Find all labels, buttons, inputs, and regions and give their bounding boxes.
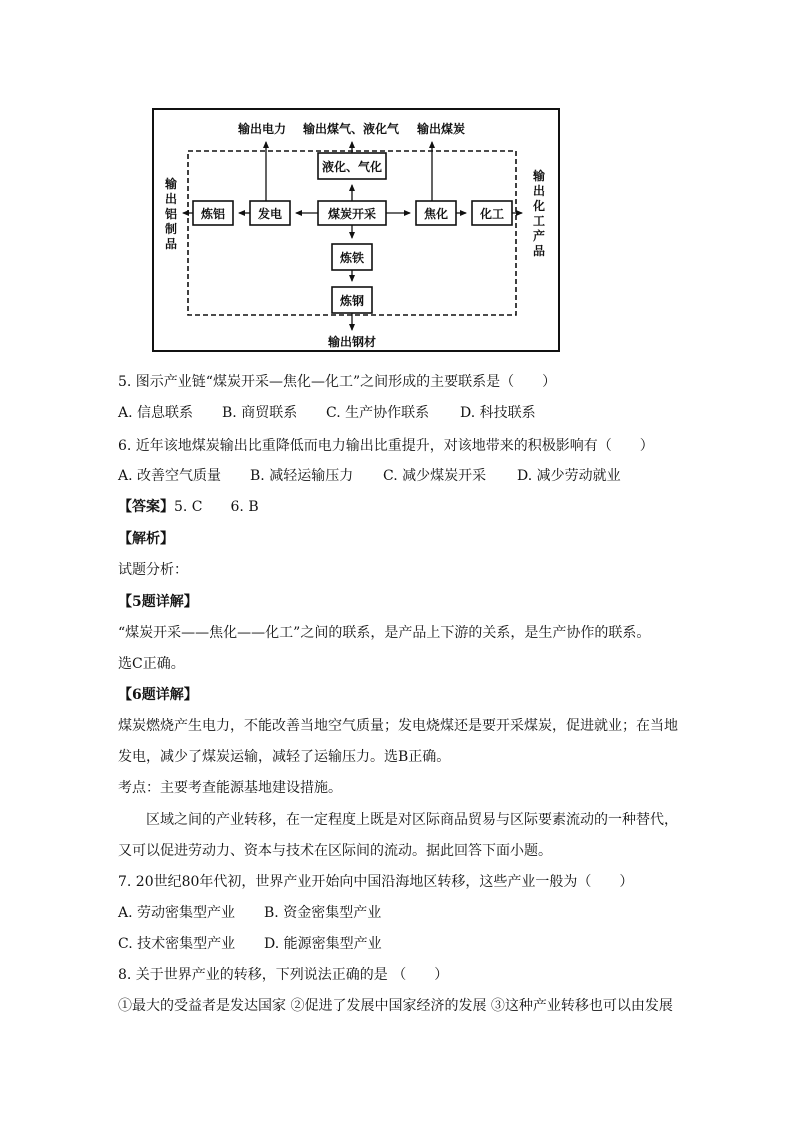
svg-text:输: 输 (532, 169, 546, 183)
label-output-chemicals (532, 168, 545, 258)
box-coking (416, 201, 456, 225)
svg-text:发电: 发电 (257, 207, 283, 221)
q6-option-b: B. 减轻运输压力 (250, 468, 354, 484)
svg-text:炼钢: 炼钢 (339, 294, 365, 308)
q7-option-b: B. 资金密集型产业 (264, 905, 382, 921)
q7-option-c: C. 技术密集型产业 (118, 936, 236, 952)
q5-detail-line1: “煤炭开采——焦化——化工”之间的联系，是产品上下游的关系，是生产协作的联系。 (118, 625, 651, 641)
svg-text:液化、气化: 液化、气化 (321, 160, 383, 174)
passage-line1: 区域之间的产业转移，在一定程度上既是对区际商品贸易与区际要素流动的一种替代， (146, 812, 678, 828)
q8-line2: ①最大的受益者是发达国家 ②促进了发展中国家经济的发展 ③这种产业转移也可以由发展 (118, 998, 673, 1014)
box-power (250, 201, 290, 225)
analysis-intro: 试题分析： (118, 562, 188, 578)
q5-detail-label: 【5题详解】 (118, 594, 198, 610)
svg-text:化工: 化工 (479, 207, 505, 221)
svg-text:产: 产 (532, 229, 546, 243)
q6-option-c: C. 减少煤炭开采 (383, 468, 487, 484)
answer-line (118, 497, 259, 517)
q8-stem: 8. 关于世界产业的转移，下列说法正确的是 （ ） (118, 967, 449, 983)
q5-option-c: C. 生产协作联系 (326, 405, 430, 421)
analysis-label: 【解析】 (118, 531, 174, 547)
q5-option-d: D. 科技联系 (460, 405, 536, 421)
svg-text:煤炭开采: 煤炭开采 (327, 207, 377, 221)
svg-text:工: 工 (532, 214, 546, 228)
q7-stem: 7. 20世纪80年代初，世界产业开始向中国沿海地区转移，这些产业一般为（ ） (118, 874, 634, 890)
passage-line2: 又可以促进劳动力、资本与技术在区际间的流动。据此回答下面小题。 (118, 843, 552, 859)
box-liquefy (318, 153, 386, 179)
q5-option-a: A. 信息联系 (118, 405, 194, 421)
q6-detail-line1: 煤炭燃烧产生电力，不能改善当地空气质量；发电烧煤还是要开采煤炭，促进就业；在当地 (118, 718, 678, 734)
q5-stem: 5. 图示产业链“煤炭开采—焦化—化工”之间形成的主要联系是（ ） (118, 374, 557, 390)
q7-options-row2 (118, 934, 382, 954)
answer-text: 5. C 6. B (174, 499, 259, 515)
q6-option-d: D. 减少劳动就业 (517, 468, 621, 484)
q5-detail-line2: 选C正确。 (118, 656, 185, 672)
q5-options (118, 403, 536, 423)
svg-text:品: 品 (164, 237, 178, 251)
label-output-aluminum (164, 176, 177, 251)
q6-option-a: A. 改善空气质量 (118, 468, 222, 484)
svg-text:出: 出 (532, 184, 546, 198)
label-output-coal: 输出煤炭 (416, 122, 466, 136)
svg-text:出: 出 (164, 192, 178, 206)
q6-detail-line2: 发电，减少了煤炭运输，减轻了运输压力。选B正确。 (118, 749, 451, 765)
q6-options (118, 466, 621, 486)
label-output-power: 输出电力 (237, 122, 287, 136)
svg-text:炼铝: 炼铝 (200, 207, 226, 221)
svg-text:炼铁: 炼铁 (339, 251, 365, 265)
q7-option-a: A. 劳动密集型产业 (118, 905, 236, 921)
box-chemical (472, 201, 512, 225)
box-coal-mining (318, 201, 386, 225)
q7-options-row1 (118, 903, 381, 923)
kaodian: 考点：主要考查能源基地建设措施。 (118, 780, 342, 796)
box-smelt-aluminum (193, 201, 233, 225)
q7-option-d: D. 能源密集型产业 (264, 936, 382, 952)
box-iron (332, 244, 372, 270)
label-output-steel: 输出钢材 (327, 335, 377, 349)
answer-label: 【答案】 (118, 499, 174, 515)
q5-option-b: B. 商贸联系 (222, 405, 298, 421)
label-output-gas: 输出煤气、液化气 (302, 122, 400, 136)
box-steel (332, 287, 372, 313)
q6-stem: 6. 近年该地煤炭输出比重降低而电力输出比重提升，对该地带来的积极影响有（ ） (118, 438, 654, 454)
industry-chain-diagram (0, 0, 794, 360)
svg-text:品: 品 (532, 244, 546, 258)
svg-text:铝: 铝 (164, 207, 178, 221)
svg-text:输: 输 (164, 177, 178, 191)
svg-text:焦化: 焦化 (423, 207, 449, 221)
q6-detail-label: 【6题详解】 (118, 687, 198, 703)
svg-text:化: 化 (532, 199, 546, 213)
svg-text:制: 制 (164, 222, 178, 236)
